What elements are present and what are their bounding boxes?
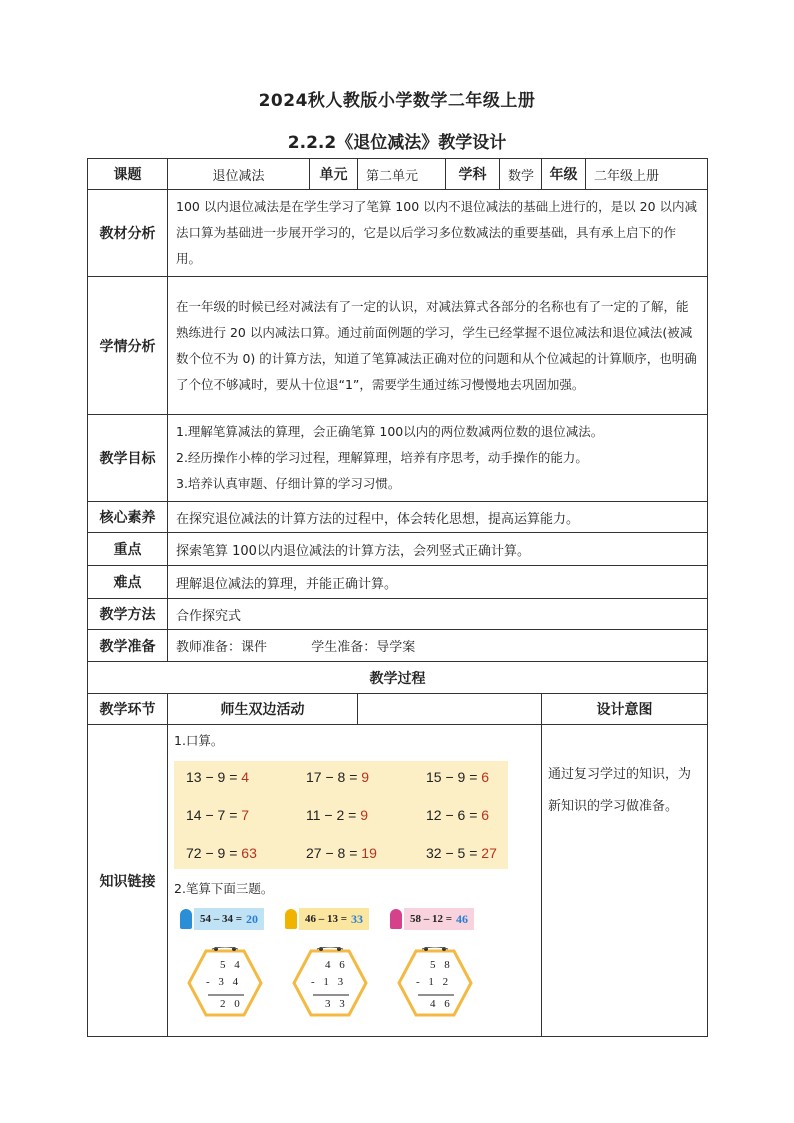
activity-column-header: 师生双边活动 [168, 694, 358, 725]
oral-calc-item [426, 769, 489, 785]
written-problem-label [180, 907, 264, 931]
oral-calc-item [306, 769, 369, 785]
oral-calc-answer: 4 [241, 769, 250, 785]
document-title: 2024秋人教版小学数学二年级上册 [258, 91, 536, 111]
info-row [88, 159, 708, 190]
oral-calc-question: 72 − 9 = [186, 845, 242, 861]
oral-calc-item [306, 807, 368, 823]
students-text: 在一年级的时候已经对减法有了一定的认识，对减法算式各部分的名称也有了一定的了解，能熟练进行 20 以内减法口算。通过前面例题的学习，学生已经掌握不退位减法和退位减法(被减数个位不为 0) 的计算方法，知道了笔算减法正确对位的问题和从个位减起的计算顺序，也明确了个位不够减时，要从十位退“1”，需要学生通过练习慢慢地去巩固加强。 [168, 277, 708, 415]
lesson-plan-table [87, 158, 708, 1037]
process-columns-row [88, 694, 708, 725]
key-label: 重点 [88, 533, 168, 566]
prep-row [88, 630, 708, 662]
hard-label: 难点 [88, 566, 168, 599]
activity-cell [168, 725, 542, 1037]
process-header-row [88, 662, 708, 694]
design-column-header: 设计意图 [542, 694, 708, 725]
written-problem-bar [404, 908, 474, 930]
goals-row [88, 415, 708, 502]
pen-icon [390, 909, 402, 929]
method-label: 教学方法 [88, 599, 168, 630]
prep-text [168, 630, 708, 662]
hard-text: 理解退位减法的算理，并能正确计算。 [168, 566, 708, 599]
written-problem-answer: 20 [246, 911, 259, 926]
unit-label: 单元 [310, 159, 358, 190]
vertical-calc-result: 4 6 [430, 998, 453, 1010]
written-problem-answer: 46 [456, 911, 469, 926]
oral-calc-question: 17 − 8 = [306, 769, 362, 785]
prep-student: 学生准备：导学案 [311, 640, 416, 655]
written-problem-question: 46 – 13 = [305, 913, 348, 925]
goals-text [168, 415, 708, 502]
goal-1: 1.理解笔算减法的算理，会正确笔算 100以内的两位数减两位数的退位减法。 [176, 424, 604, 439]
oral-calc-question: 13 − 9 = [186, 769, 242, 785]
topic-label: 课题 [88, 159, 168, 190]
subject-label: 学科 [446, 159, 500, 190]
oral-calc-item [426, 807, 489, 823]
oral-calc-item [186, 807, 249, 823]
oral-calc-answer: 6 [481, 807, 490, 823]
empty-column-header [358, 694, 542, 725]
oral-calc-question: 27 − 8 = [306, 845, 362, 861]
subject-value: 数学 [500, 159, 542, 190]
oral-calc-answer: 27 [481, 845, 497, 861]
document-subtitle: 2.2.2《退位减法》教学设计 [287, 133, 507, 153]
oral-calc-question: 11 − 2 = [306, 807, 361, 823]
goals-label: 教学目标 [88, 415, 168, 502]
vertical-calc-subtrahend: - 3 4 [206, 976, 242, 988]
vertical-calc-subtrahend: - 1 3 [311, 976, 347, 988]
oral-calc-answer: 19 [361, 845, 377, 861]
pen-icon [285, 909, 297, 929]
process-header: 教学过程 [88, 662, 708, 694]
vertical-calc-hexagon [291, 947, 369, 1019]
vertical-calc-minuend: 5 4 [220, 959, 243, 971]
analysis-label: 教材分析 [88, 190, 168, 277]
oral-calc-question: 15 − 9 = [426, 769, 482, 785]
analysis-text: 100 以内退位减法是在学生学习了笔算 100 以内不退位减法的基础上进行的，是以 20 以内减法口算为基础进一步展开学习的，它是以后学习多位数减法的重要基础，具有承上启下的作用。 [168, 190, 708, 277]
students-label: 学情分析 [88, 277, 168, 415]
written-problem-bar [299, 908, 369, 930]
prep-teacher: 教师准备：课件 [176, 640, 268, 655]
goal-2: 2.经历操作小棒的学习过程，理解算理，培养有序思考，动手操作的能力。 [176, 450, 588, 465]
key-row [88, 533, 708, 566]
grade-label: 年级 [542, 159, 586, 190]
oral-calc-answer: 9 [361, 769, 370, 785]
vertical-calc-minuend: 4 6 [325, 959, 348, 971]
grade-value: 二年级上册 [586, 159, 708, 190]
written-problems-row [168, 907, 541, 947]
oral-calc-answer: 9 [360, 807, 369, 823]
oral-calc-answer: 6 [481, 769, 490, 785]
vertical-calc-row [168, 947, 541, 1027]
oral-calc-box [174, 761, 508, 869]
oral-calc-question: 12 − 6 = [426, 807, 482, 823]
oral-calc-answer: 63 [241, 845, 257, 861]
stage-column-header: 教学环节 [88, 694, 168, 725]
oral-calc-title: 1.口算。 [174, 733, 224, 748]
knowledge-link-row [88, 725, 708, 1037]
written-problem-question: 54 – 34 = [200, 913, 243, 925]
written-problem-question: 58 – 12 = [410, 913, 453, 925]
vertical-calc-hexagon [396, 947, 474, 1019]
core-row [88, 502, 708, 533]
stage-label: 知识链接 [88, 725, 168, 1037]
method-row [88, 599, 708, 630]
written-problem-label [285, 907, 369, 931]
pen-icon [180, 909, 192, 929]
vertical-calc-minuend: 5 8 [430, 959, 453, 971]
written-problem-answer: 33 [351, 911, 364, 926]
core-label: 核心素养 [88, 502, 168, 533]
prep-label: 教学准备 [88, 630, 168, 662]
vertical-calc-hexagon [186, 947, 264, 1019]
written-problem-label [390, 907, 474, 931]
students-row [88, 277, 708, 415]
oral-calc-question: 14 − 7 = [186, 807, 242, 823]
vertical-calc-subtrahend: - 1 2 [416, 976, 452, 988]
oral-calc-question: 32 − 5 = [426, 845, 482, 861]
oral-calc-answer: 7 [241, 807, 250, 823]
vertical-calc-result: 2 0 [220, 998, 243, 1010]
oral-calc-item [186, 769, 249, 785]
oral-calc-item [306, 845, 377, 861]
design-cell [542, 725, 708, 1037]
written-calc-title: 2.笔算下面三题。 [174, 881, 274, 896]
method-text: 合作探究式 [168, 599, 708, 630]
goal-3: 3.培养认真审题、仔细计算的学习习惯。 [176, 476, 401, 491]
vertical-calc-result: 3 3 [325, 998, 348, 1010]
analysis-row [88, 190, 708, 277]
core-text: 在探究退位减法的计算方法的过程中，体会转化思想，提高运算能力。 [168, 502, 708, 533]
written-problem-bar [194, 908, 264, 930]
key-text: 探索笔算 100以内退位减法的计算方法，会列竖式正确计算。 [168, 533, 708, 566]
oral-calc-item [426, 845, 497, 861]
hard-row [88, 566, 708, 599]
oral-calc-item [186, 845, 257, 861]
unit-value: 第二单元 [358, 159, 446, 190]
topic-value: 退位减法 [168, 159, 310, 190]
design-text: 通过复习学过的知识，为新知识的学习做准备。 [548, 767, 692, 814]
